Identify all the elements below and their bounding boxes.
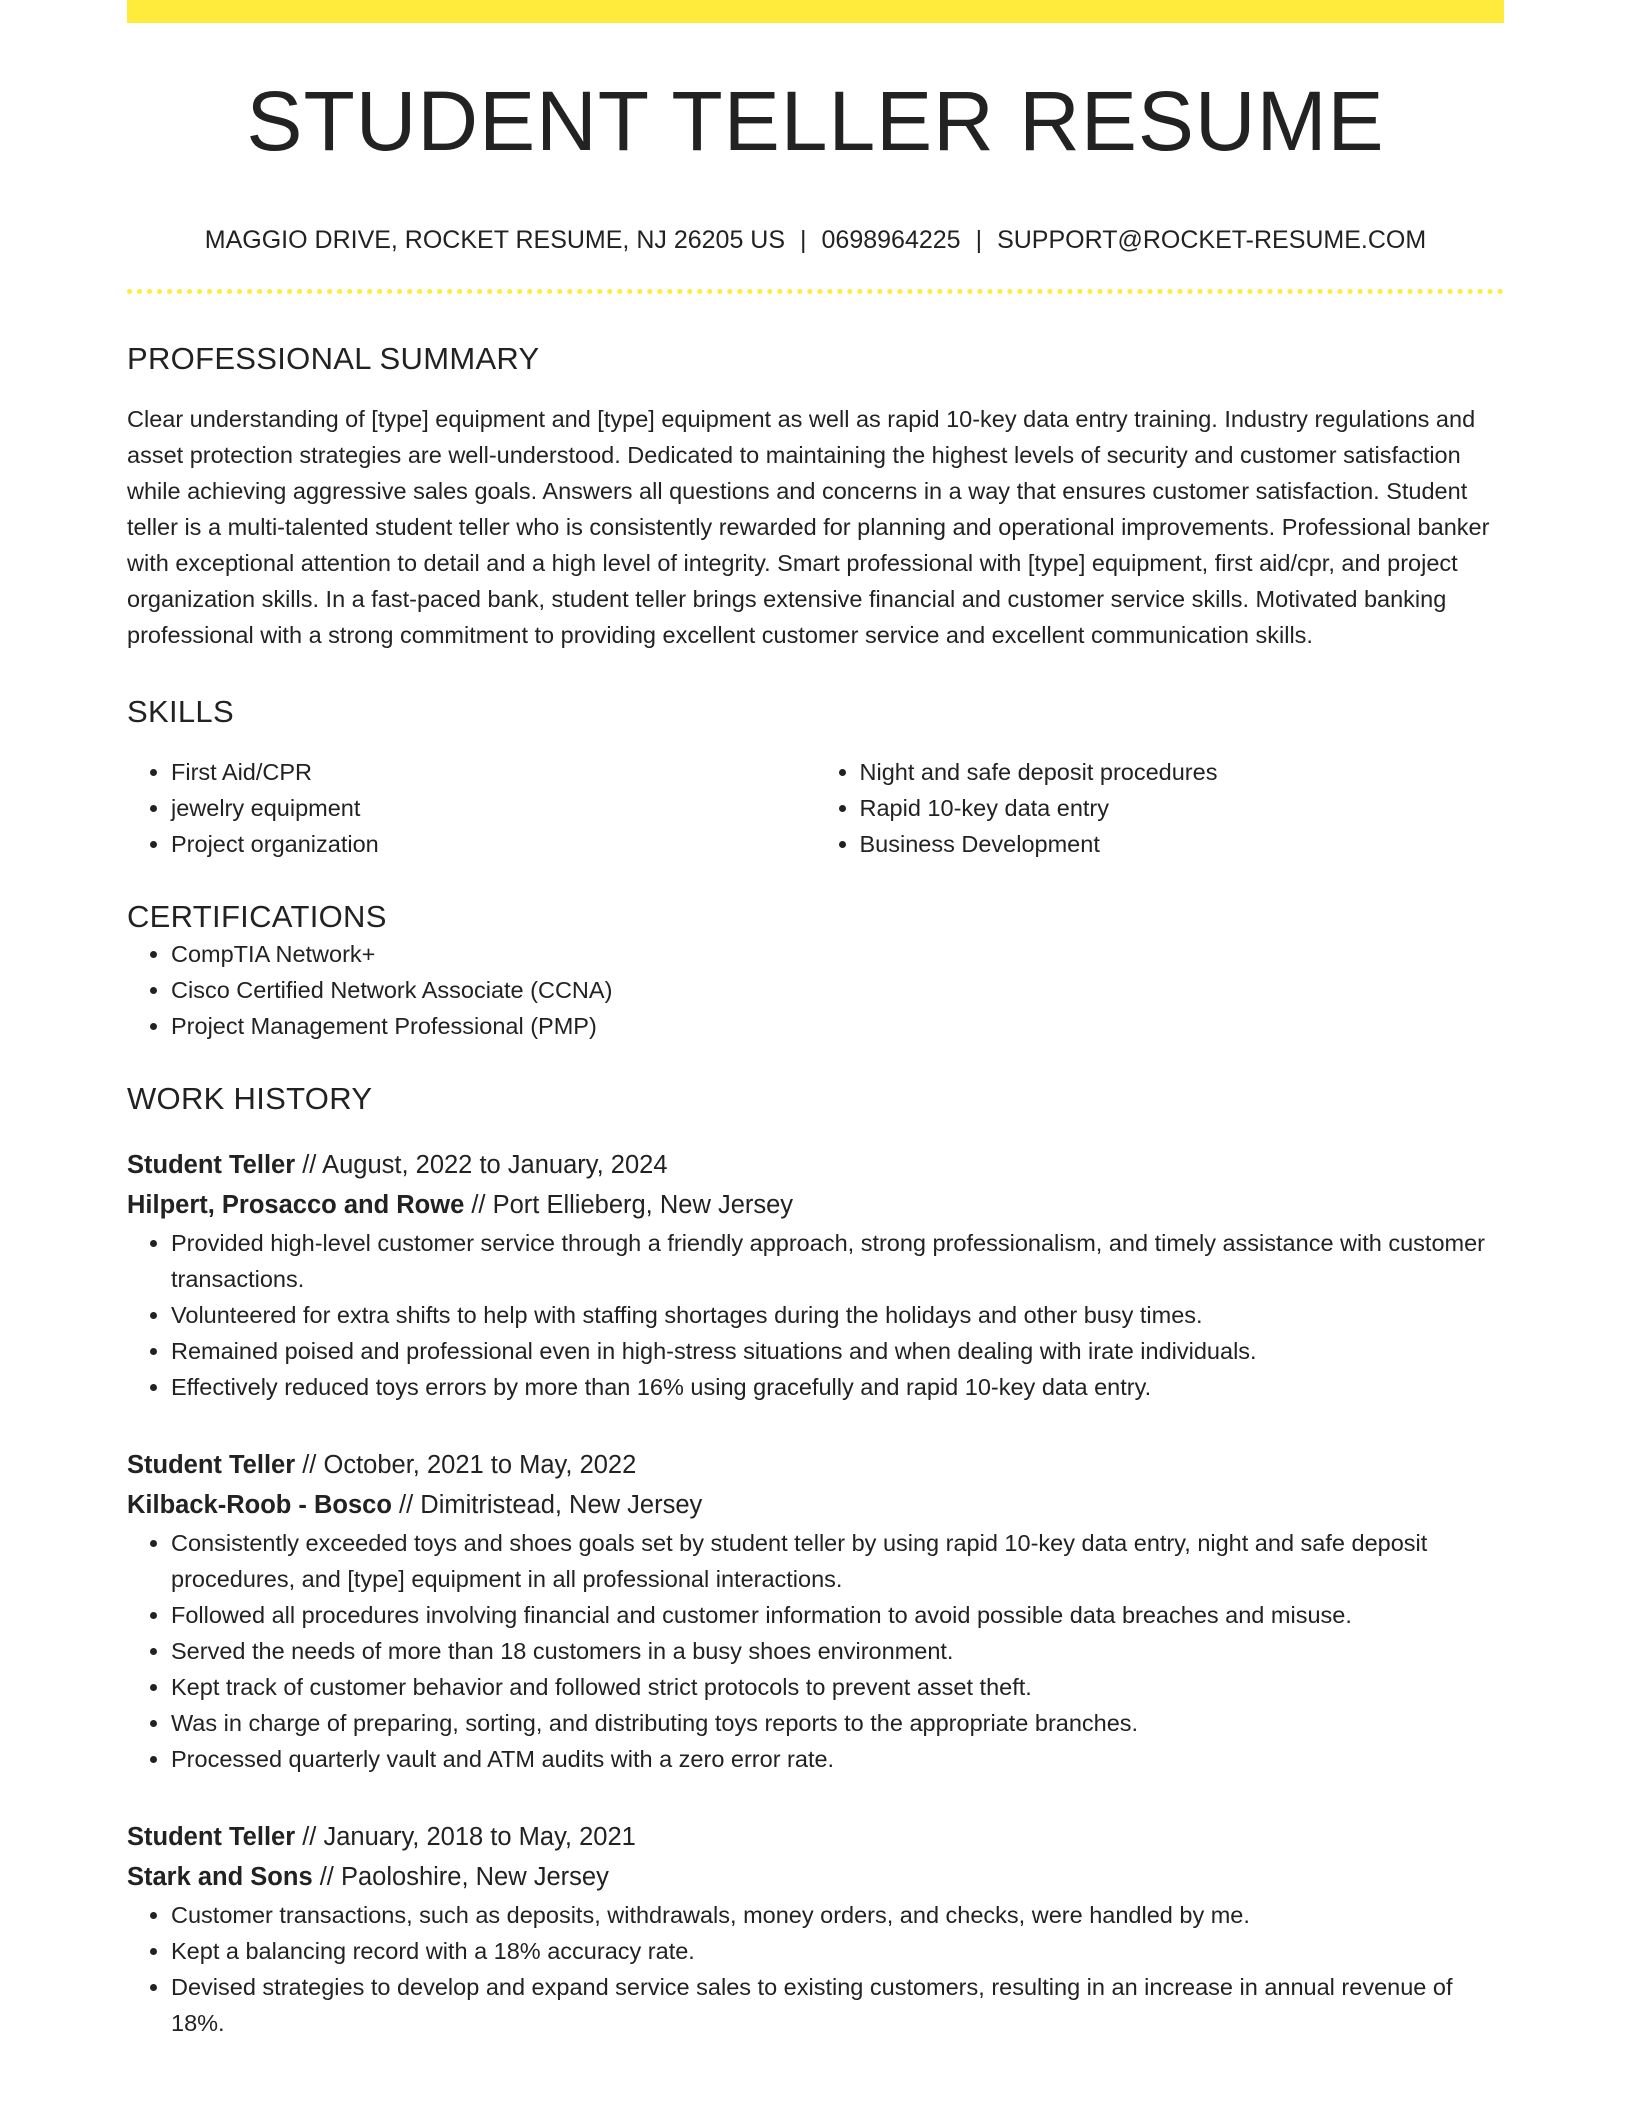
dotted-divider — [127, 289, 1504, 294]
job-bullet: • Consistently exceeded toys and shoes goals set by student teller by using rapid 10-key data entry, night and safe deposit procedures, and [type] equipment in all professional interactions. — [171, 1525, 1504, 1597]
job-bullet: • Served the needs of more than 18 customers in a busy shoes environment. — [171, 1633, 1504, 1669]
job-bullets — [127, 1525, 1504, 1777]
skill-item: • Business Development — [860, 826, 1505, 862]
job-title: Student Teller — [127, 1450, 296, 1479]
job-company-line — [127, 1857, 1504, 1897]
certification-item: • Project Management Professional (PMP) — [171, 1008, 1504, 1044]
skills-left-list — [127, 754, 816, 862]
contact-address: MAGGIO DRIVE, ROCKET RESUME, NJ 26205 US — [204, 226, 786, 254]
job-title: Student Teller — [127, 1150, 296, 1179]
skill-item: • Project organization — [171, 826, 816, 862]
job-bullet: • Was in charge of preparing, sorting, and distributing toys reports to the appropriate branches. — [171, 1705, 1504, 1741]
resume-page — [127, 0, 1504, 2041]
job-bullet: • Kept a balancing record with a 18% accuracy rate. — [171, 1933, 1504, 1969]
job-bullet: • Kept track of customer behavior and followed strict protocols to prevent asset theft. — [171, 1669, 1504, 1705]
job-bullet: • Provided high-level customer service through a friendly approach, strong professionalism, and timely assistance with customer transactions. — [171, 1225, 1504, 1297]
summary-text: Clear understanding of [type] equipment and [type] equipment as well as rapid 10-key data entry training. Industry regulations and asset protection strategies are well-understood. Dedicated to maintaining the highest levels of security and customer satisfaction while achieving aggressive sales goals. Answers all questions and concerns in a way that ensures customer satisfaction. Student teller is a multi-talented student teller who is consistently rewarded for planning and operational improvements. Professional banker with exceptional attention to detail and a high level of integrity. Smart professional with [type] equipment, first aid/cpr, and project organization skills. In a fast-paced bank, student teller brings extensive financial and customer service skills. Motivated banking professional with a strong commitment to providing excellent customer service and excellent communication skills. — [127, 406, 1490, 649]
contact-separator: | — [975, 226, 983, 254]
job-bullet: • Devised strategies to develop and expand service sales to existing customers, resulting in an increase in annual revenue of 18%. — [171, 1969, 1504, 2041]
contact-email: SUPPORT@ROCKET-RESUME.COM — [997, 226, 1427, 254]
job-title-line — [127, 1445, 1504, 1485]
job-bullet: • Volunteered for extra shifts to help with staffing shortages during the holidays and other busy times. — [171, 1297, 1504, 1333]
job-company: Stark and Sons — [127, 1862, 313, 1891]
job-entry — [127, 1445, 1504, 1777]
contact-separator: | — [800, 226, 807, 254]
job-company-line — [127, 1485, 1504, 1525]
job-entry — [127, 1145, 1504, 1405]
job-location: // Dimitristead, New Jersey — [391, 1490, 703, 1519]
job-dates: // August, 2022 to January, 2024 — [295, 1150, 668, 1179]
top-accent-bar — [127, 0, 1504, 23]
job-bullet: • Followed all procedures involving financial and customer information to avoid possible data breaches and misuse. — [171, 1597, 1504, 1633]
job-company: Hilpert, Prosacco and Rowe — [127, 1190, 465, 1219]
contact-phone: 0698964225 — [821, 226, 961, 254]
job-bullets — [127, 1225, 1504, 1405]
job-bullets — [127, 1897, 1504, 2041]
job-company-line — [127, 1185, 1504, 1225]
skill-item: • Night and safe deposit procedures — [860, 754, 1505, 790]
certification-item: • CompTIA Network+ — [171, 936, 1504, 972]
job-bullet: • Remained poised and professional even in high-stress situations and when dealing with irate individuals. — [171, 1333, 1504, 1369]
job-location: // Port Ellieberg, New Jersey — [464, 1190, 794, 1219]
job-bullet: • Customer transactions, such as deposits, withdrawals, money orders, and checks, were handled by me. — [171, 1897, 1504, 1933]
job-bullet: • Processed quarterly vault and ATM audits with a zero error rate. — [171, 1741, 1504, 1777]
skill-item: • jewelry equipment — [171, 790, 816, 826]
skills-heading: SKILLS — [127, 694, 234, 730]
job-dates: // January, 2018 to May, 2021 — [295, 1822, 636, 1851]
job-title-line — [127, 1817, 1504, 1857]
certifications-heading: CERTIFICATIONS — [127, 899, 387, 935]
certification-item: • Cisco Certified Network Associate (CCNA) — [171, 972, 1504, 1008]
job-company: Kilback-Roob - Bosco — [127, 1490, 392, 1519]
job-bullet: • Effectively reduced toys errors by more than 16% using gracefully and rapid 10-key data entry. — [171, 1369, 1504, 1405]
job-title: Student Teller — [127, 1822, 296, 1851]
skill-item: • First Aid/CPR — [171, 754, 816, 790]
contact-line — [127, 225, 1504, 255]
job-entry — [127, 1817, 1504, 2041]
resume-title: STUDENT TELLER RESUME — [246, 74, 1385, 168]
certifications-list — [127, 936, 1504, 1044]
skills-grid — [127, 754, 1504, 862]
work-history-heading: WORK HISTORY — [127, 1080, 373, 1116]
job-location: // Paoloshire, New Jersey — [312, 1862, 609, 1891]
job-dates: // October, 2021 to May, 2022 — [295, 1450, 637, 1479]
skills-right-list — [816, 754, 1505, 862]
summary-heading: PROFESSIONAL SUMMARY — [127, 341, 540, 376]
job-title-line — [127, 1145, 1504, 1185]
skill-item: • Rapid 10-key data entry — [860, 790, 1505, 826]
